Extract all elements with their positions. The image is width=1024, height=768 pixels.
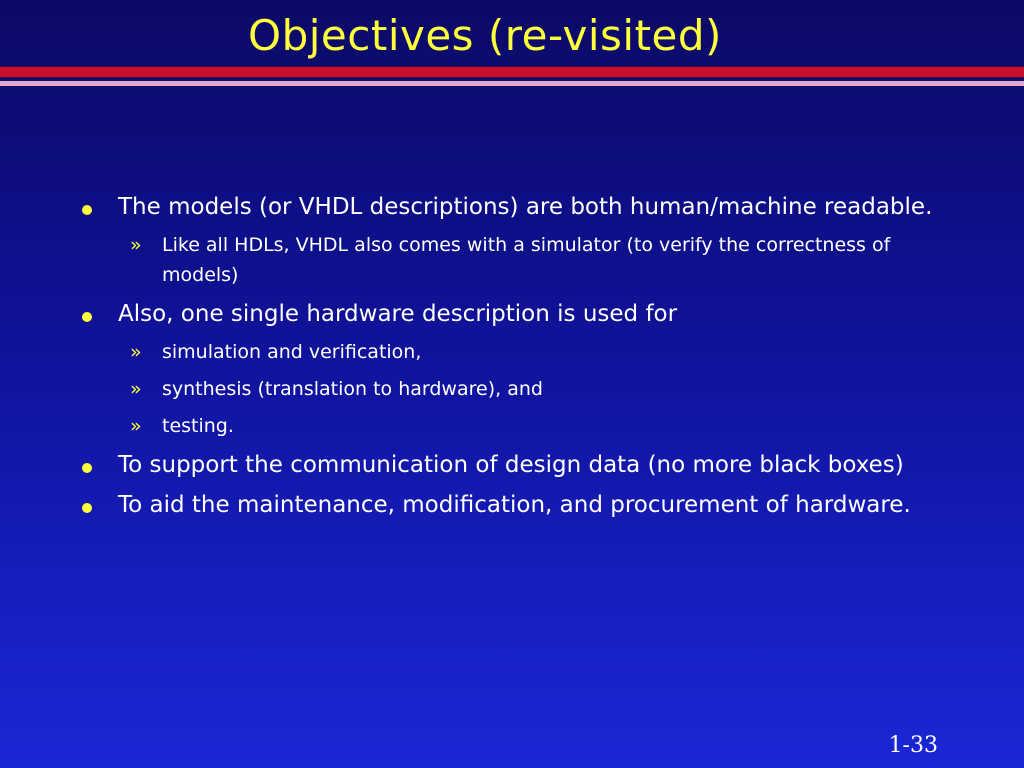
bullet-dot-icon (82, 312, 92, 322)
sub-bullet-marker-icon: » (130, 415, 142, 437)
sub-bullet-text: synthesis (translation to hardware), and (162, 378, 543, 400)
bullet-dot-icon (82, 205, 92, 215)
bullet-dot-icon (82, 463, 92, 473)
sub-bullet-text: simulation and verification, (162, 341, 422, 363)
slide-title: Objectives (re-visited) (248, 11, 722, 60)
bullet-item (118, 190, 944, 224)
title-rule-red (0, 67, 1024, 77)
bullet-text: The models (or VHDL descriptions) are both human/machine readable. (118, 194, 933, 220)
slide-number: 1-33 (888, 733, 938, 758)
bullet-item (118, 488, 944, 522)
sub-bullet-text: testing. (162, 415, 234, 437)
sub-bullet-marker-icon: » (130, 341, 142, 363)
sub-bullet-item (130, 337, 924, 367)
slide-content (0, 190, 1024, 528)
sub-bullet-item (130, 230, 924, 290)
bullet-text: Also, one single hardware description is used for (118, 301, 678, 327)
bullet-item (118, 297, 944, 331)
bullet-dot-icon (82, 503, 92, 513)
bullet-item (118, 448, 944, 482)
sub-bullet-marker-icon: » (130, 234, 142, 256)
bullet-text: To support the communication of design data (no more black boxes) (118, 452, 904, 478)
bullet-text: To aid the maintenance, modification, and procurement of hardware. (118, 492, 911, 518)
sub-bullet-marker-icon: » (130, 378, 142, 400)
sub-bullet-text: Like all HDLs, VHDL also comes with a simulator (to verify the correctness of models) (162, 234, 891, 286)
sub-bullet-item (130, 374, 924, 404)
sub-bullet-item (130, 411, 924, 441)
title-rule-pink (0, 81, 1024, 86)
